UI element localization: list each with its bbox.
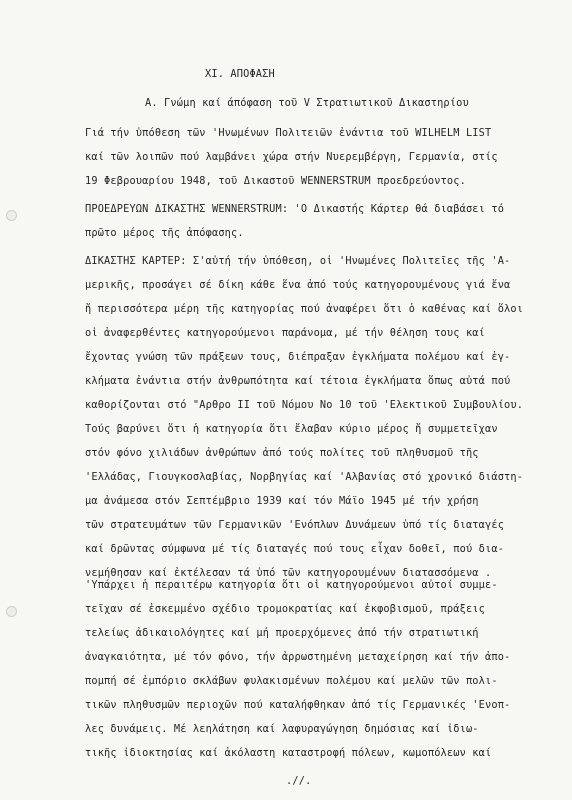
paragraph-line: πομπή σέ ἐμπόριο σκλάβων φυλακισμένων πολέμου καί μελῶν τῶν πολι- <box>85 675 498 687</box>
paragraph-line: τελείως ἀδικαιολόγητες καί μή προερχόμενες ἀπό τήν στρατιωτική <box>85 627 479 639</box>
paragraph-line: καθορίζονται στό "Αρθρο ΙΙ τοῦ Νόμου Νο 10 τοῦ 'Ελεκτικοῦ Συμβουλίου. <box>85 399 524 411</box>
paragraph-line: καί δρῶντας σύμφωνα μέ τίς διαταγές πού τους εἶχαν δοθεῖ, πού δια- <box>85 543 505 555</box>
paragraph-line: τῶν στρατευμάτων τῶν Γερμανικῶν 'Ενόπλων Δυνάμεων ὑπό τίς διαταγές <box>85 519 505 531</box>
paragraph-line: μα ἀνάμεσα στόν Σεπτέμβριο 1939 καί τόν Μάϊο 1945 μέ τήν χρήση <box>85 495 479 507</box>
paragraph-line: ἔχοντας γνώση τῶν πράξεων τους, διέπραξαν ἐγκλήματα πολέμου καί ἐγ- <box>85 351 511 363</box>
punch-hole <box>6 210 17 221</box>
paragraph-line: 'Υπάρχει ἡ περαιτέρω κατηγορία ὅτι οἱ κατηγορούμενοι αὐτοί συμμε- <box>85 579 498 591</box>
paragraph-line: 19 Φεβρουαρίου 1948, τοῦ Δικαστοῦ WENNERSTRUM προεδρεύοντος. <box>85 175 466 187</box>
paragraph-line: τικῆς ἰδιοκτησίας καί ἀκόλαστη καταστροφή πόλεων, κωμοπόλεων καί <box>85 747 492 759</box>
paragraph-line: ΠΡΟΕΔΡΕΥΩΝ ΔΙΚΑΣΤΗΣ WENNERSTRUM: 'Ο Δικαστής Κάρτερ θά διαβάσει τό <box>85 203 505 215</box>
paragraph-line: οἱ ἀναφερθέντες κατηγορούμενοι παράνομα, μέ τήν θέληση τους καί <box>85 327 486 339</box>
paragraph-line: ἀναγκαιότητα, μέ τόν φόνο, τήν ἀρρωστημένη μεταχείρηση καί τήν ἀπο- <box>85 651 511 663</box>
paragraph-line: τεῖχαν σέ ἐσκεμμένο σχέδιο τρομοκρατίας καί ἐκφοβισμοῦ, πράξεις <box>85 603 486 615</box>
paragraph-line: λες δυνάμεις. Μέ λεηλάτηση καί λαφυραγώγηση δημόσιας καί ἰδιω- <box>85 723 479 735</box>
paragraph-line: Γιά τήν ὑπόθεση τῶν 'Ηνωμένων Πολιτειῶν ἐνάντια τοῦ WILHELM LIST <box>85 127 492 139</box>
paragraph-line: κλήματα ἐνάντια στήν ἀνθρωπότητα καί τέτοια ἐγκλήματα ὅπως αὐτά πού <box>85 375 511 387</box>
paragraph-line: καί τῶν λοιπῶν πού λαμβάνει χώρα στήν Νυερεμβέργη, Γερμανία, στίς <box>85 151 498 163</box>
document-heading: ΧΙ. ΑΠΟΦΑΣΗ <box>205 68 275 80</box>
paragraph-line: νεμήθησαν καί ἐκτέλεσαν τά ὑπό τῶν κατηγορουμένων διατασσόμενα . <box>85 567 492 579</box>
paragraph-line: στόν φόνο χιλιάδων ἀνθρώπων ἀπό τούς πολίτες τοῦ πληθυσμοῦ τῆς <box>85 447 479 459</box>
paragraph-line: ΔΙΚΑΣΤΗΣ ΚΑΡΤΕΡ: Σ'αὐτή τήν ὑπόθεση, οἱ 'Ηνωμένες Πολιτεῖες τῆς 'Α- <box>85 255 511 267</box>
paragraph-line: μερικῆς, προσάγει σέ δίκη κάθε ἕνα ἀπό τούς κατηγορουμένους γιά ἕνα <box>85 279 511 291</box>
paragraph-line: τικῶν πληθυσμῶν περιοχῶν πού καταλήφθηκαν ἀπό τίς Γερμανικές 'Ενοπ- <box>85 699 511 711</box>
page-continuation-mark: .//. <box>286 775 312 787</box>
paragraph-line: πρῶτο μέρος τῆς ἀπόφασης. <box>85 227 244 239</box>
document-subheading: Α. Γνώμη καί άπόφαση τοῦ V Στρατιωτικοῦ Δικαστηρίου <box>145 97 469 109</box>
paragraph-line: 'Ελλάδας, Γιουγκοσλαβίας, Νορβηγίας καί 'Αλβανίας στό χρονικό διάστη- <box>85 471 524 483</box>
punch-hole <box>6 606 17 617</box>
paragraph-line: Τούς βαρύνει ὅτι ἡ κατηγορία ὅτι ἔλαβαν κύριο μέρος ἤ συμμετεῖχαν <box>85 423 498 435</box>
paragraph-line: ἤ περισσότερα μέρη τῆς κατηγορίας πού ἀναφέρει ὅτι ὁ καθένας καί ὅλοι <box>85 303 524 315</box>
